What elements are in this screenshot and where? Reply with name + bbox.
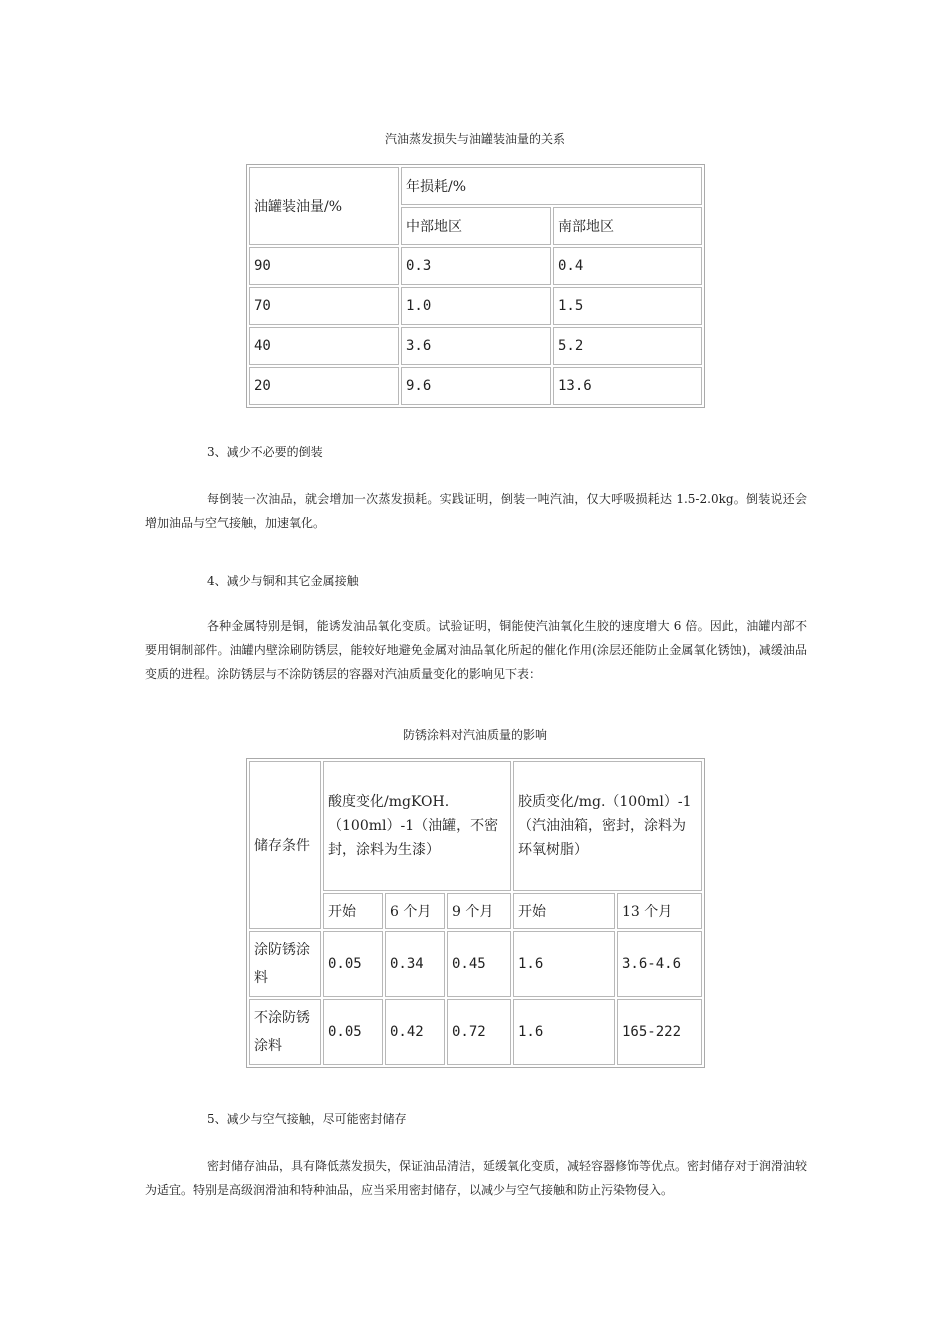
table-cell: 0.4 (553, 247, 702, 285)
evaporation-loss-table (246, 164, 705, 408)
table-cell: 3.6-4.6 (617, 931, 702, 997)
acidity-6-month-header: 6 个月 (385, 893, 445, 929)
gum-start-header: 开始 (513, 893, 615, 929)
table-cell: 1.6 (513, 999, 615, 1065)
table-row (249, 327, 702, 365)
table-cell: 涂防锈涂料 (249, 931, 321, 997)
section4-heading: 4、减少与铜和其它金属接触 (207, 574, 359, 588)
central-region-header: 中部地区 (401, 207, 551, 245)
acidity-start-header: 开始 (323, 893, 383, 929)
table-cell: 70 (249, 287, 399, 325)
table-cell: 0.05 (323, 931, 383, 997)
table-cell: 0.3 (401, 247, 551, 285)
table-cell: 1.6 (513, 931, 615, 997)
section3-heading: 3、减少不必要的倒装 (207, 445, 323, 459)
table-cell: 1.0 (401, 287, 551, 325)
table-cell: 90 (249, 247, 399, 285)
section4-paragraph: 各种金属特别是铜，能诱发油品氧化变质。试验证明，铜能使汽油氧化生胶的速度增大 6 倍。因此，油罐内部不要用铜制部件。油罐内壁涂刷防锈层，能较好地避免金属对油品氧化所起的催化作用(涂层还能防止金属氧化锈蚀)，减缓油品变质的进程。涂防锈层与不涂防锈层的容器对汽油质量变化的影响见下表： (145, 619, 807, 681)
annual-loss-header: 年损耗/% (401, 167, 702, 205)
table-cell: 0.34 (385, 931, 445, 997)
gum-13-month-header: 13 个月 (617, 893, 702, 929)
table-cell: 3.6 (401, 327, 551, 365)
table1-caption: 汽油蒸发损失与油罐装油量的关系 (384, 132, 565, 146)
table-cell: 0.42 (385, 999, 445, 1065)
acidity-9-month-header: 9 个月 (447, 893, 511, 929)
table-cell: 不涂防锈涂料 (249, 999, 321, 1065)
table-cell: 20 (249, 367, 399, 405)
table-cell: 5.2 (553, 327, 702, 365)
section3-paragraph: 每倒装一次油品，就会增加一次蒸发损耗。实践证明，倒装一吨汽油，仅大呼吸损耗达 1.5-2.0kg。倒装说还会增加油品与空气接触，加速氧化。 (145, 492, 807, 530)
table-cell: 0.05 (323, 999, 383, 1065)
table-cell: 13.6 (553, 367, 702, 405)
tank-fill-header: 油罐装油量/% (249, 167, 399, 245)
table-row (249, 247, 702, 285)
table-cell: 165-222 (617, 999, 702, 1065)
table2-caption: 防锈涂料对汽油质量的影响 (402, 728, 547, 742)
table-cell: 0.45 (447, 931, 511, 997)
table-cell: 0.72 (447, 999, 511, 1065)
southern-region-header: 南部地区 (553, 207, 702, 245)
gum-change-header: 胶质变化/mg.（100ml）-1（汽油油箱，密封，涂料为环氧树脂） (513, 761, 702, 891)
acidity-change-header: 酸度变化/mgKOH.（100ml）-1（油罐，不密封，涂料为生漆） (323, 761, 511, 891)
section5-paragraph: 密封储存油品，具有降低蒸发损失，保证油品清洁，延缓氧化变质，减轻容器修饰等优点。密封储存对于润滑油较为适宜。特别是高级润滑油和特种油品，应当采用密封储存，以减少与空气接触和防止污染物侵入。 (145, 1159, 808, 1197)
section5-heading: 5、减少与空气接触，尽可能密封储存 (207, 1112, 407, 1126)
table-row (249, 287, 702, 325)
table-cell: 1.5 (553, 287, 702, 325)
table-row (249, 931, 702, 997)
table-row (249, 999, 702, 1065)
table-row (249, 367, 702, 405)
storage-condition-header: 储存条件 (249, 761, 321, 929)
table-cell: 40 (249, 327, 399, 365)
table-cell: 9.6 (401, 367, 551, 405)
anti-rust-coating-table (246, 758, 705, 1068)
